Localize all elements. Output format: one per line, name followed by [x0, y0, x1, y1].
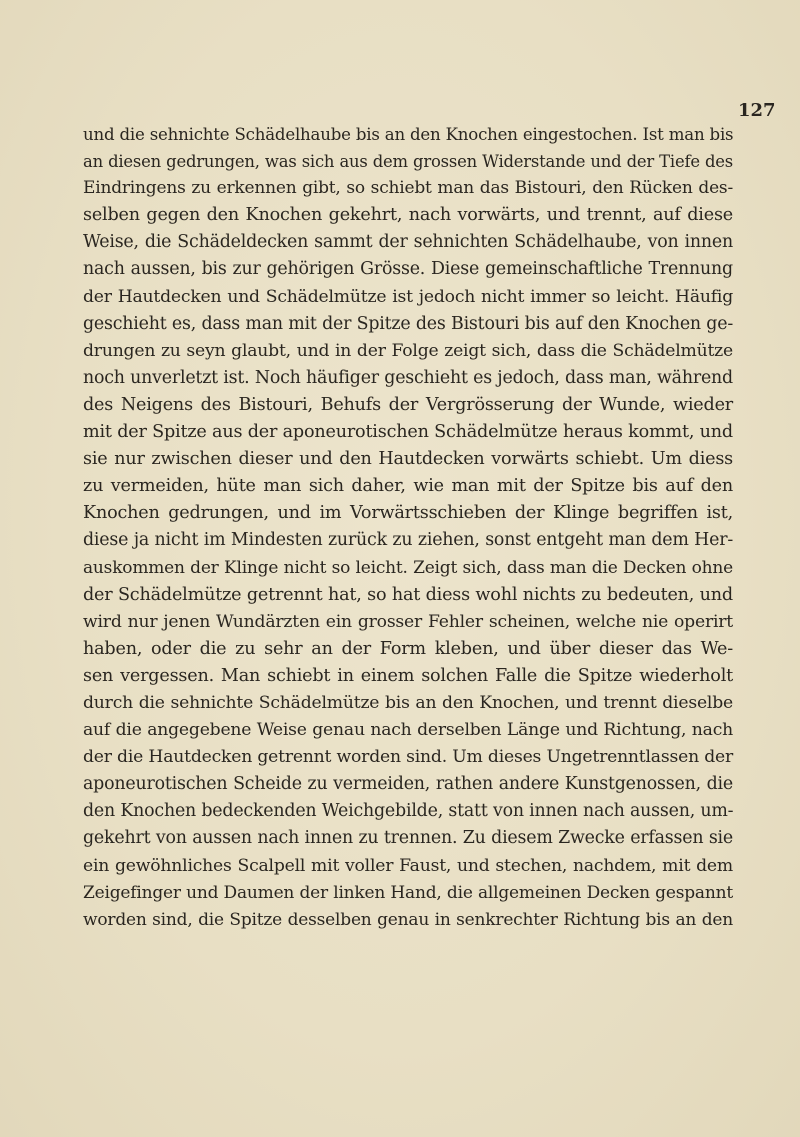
page-number: 127 [738, 100, 776, 121]
text-line: sen vergessen. Man schiebt in einem solchen Falle die Spitze wiederholt [83, 665, 733, 686]
text-line: den Knochen bedeckenden Weichgebilde, statt von innen nach aussen, um- [83, 801, 734, 822]
text-line: drungen zu seyn glaubt, und in der Folge zeigt sich, dass die Schädelmütze [83, 340, 733, 361]
text-line: geschieht es, dass man mit der Spitze des Bistouri bis auf den Knochen ge- [83, 313, 733, 334]
text-line: des Neigens des Bistouri, Behufs der Vergrösserung der Wunde, wieder [83, 394, 733, 415]
text-line: selben gegen den Knochen gekehrt, nach vorwärts, und trennt, auf diese [83, 205, 733, 226]
text-line: ein gewöhnliches Scalpell mit voller Faust, und stechen, nachdem, mit dem [83, 855, 733, 876]
text-line: auskommen der Klinge nicht so leicht. Zeigt sich, dass man die Decken ohne [83, 557, 733, 578]
text-line: gekehrt von aussen nach innen zu trennen. Zu diesem Zwecke erfassen sie [83, 828, 733, 849]
text-line: Knochen gedrungen, und im Vorwärtsschieben der Klinge begriffen ist, [83, 503, 733, 524]
text-line: mit der Spitze aus der aponeurotischen Schädelmütze heraus kommt, und [83, 422, 733, 443]
text-line: der die Hautdecken getrennt worden sind. Um dieses Ungetrenntlassen der [83, 747, 733, 768]
text-line: zu vermeiden, hüte man sich daher, wie man mit der Spitze bis auf den [83, 476, 733, 497]
text-line: sie nur zwischen dieser und den Hautdecken vorwärts schiebt. Um diess [83, 449, 733, 470]
text-line: der Hautdecken und Schädelmütze ist jedoch nicht immer so leicht. Häufig [83, 286, 733, 307]
text-line: durch die sehnichte Schädelmütze bis an den Knochen, und trennt dieselbe [83, 692, 733, 713]
text-line: an diesen gedrungen, was sich aus dem grossen Widerstande und der Tiefe des [83, 152, 733, 172]
text-line: noch unverletzt ist. Noch häufiger geschieht es jedoch, dass man, während [83, 367, 733, 388]
text-line: und die sehnichte Schädelhaube bis an den Knochen eingestochen. Ist man bis [83, 125, 734, 144]
text-line: Eindringens zu erkennen gibt, so schiebt man das Bistouri, den Rücken des- [83, 178, 733, 199]
text-line: haben, oder die zu sehr an der Form kleben, und über dieser das We- [83, 638, 733, 659]
text-line: nach aussen, bis zur gehörigen Grösse. Diese gemeinschaftliche Trennung [83, 259, 733, 280]
text-line: aponeurotischen Scheide zu vermeiden, rathen andere Kunstgenossen, die [83, 774, 733, 795]
text-line: auf die angegebene Weise genau nach derselben Länge und Richtung, nach [83, 720, 733, 741]
text-line: worden sind, die Spitze desselben genau in senkrechter Richtung bis an den [83, 909, 733, 930]
text-line: wird nur jenen Wundärzten ein grosser Fehler scheinen, welche nie operirt [83, 611, 733, 632]
text-line: Weise, die Schädeldecken sammt der sehnichten Schädelhaube, von innen [83, 232, 733, 253]
text-line: der Schädelmütze getrennt hat, so hat diess wohl nichts zu bedeuten, und [83, 584, 733, 605]
text-line: Zeigefinger und Daumen der linken Hand, die allgemeinen Decken gespannt [83, 882, 733, 903]
text-line: diese ja nicht im Mindesten zurück zu ziehen, sonst entgeht man dem Her- [83, 530, 733, 551]
body-text [83, 121, 733, 934]
